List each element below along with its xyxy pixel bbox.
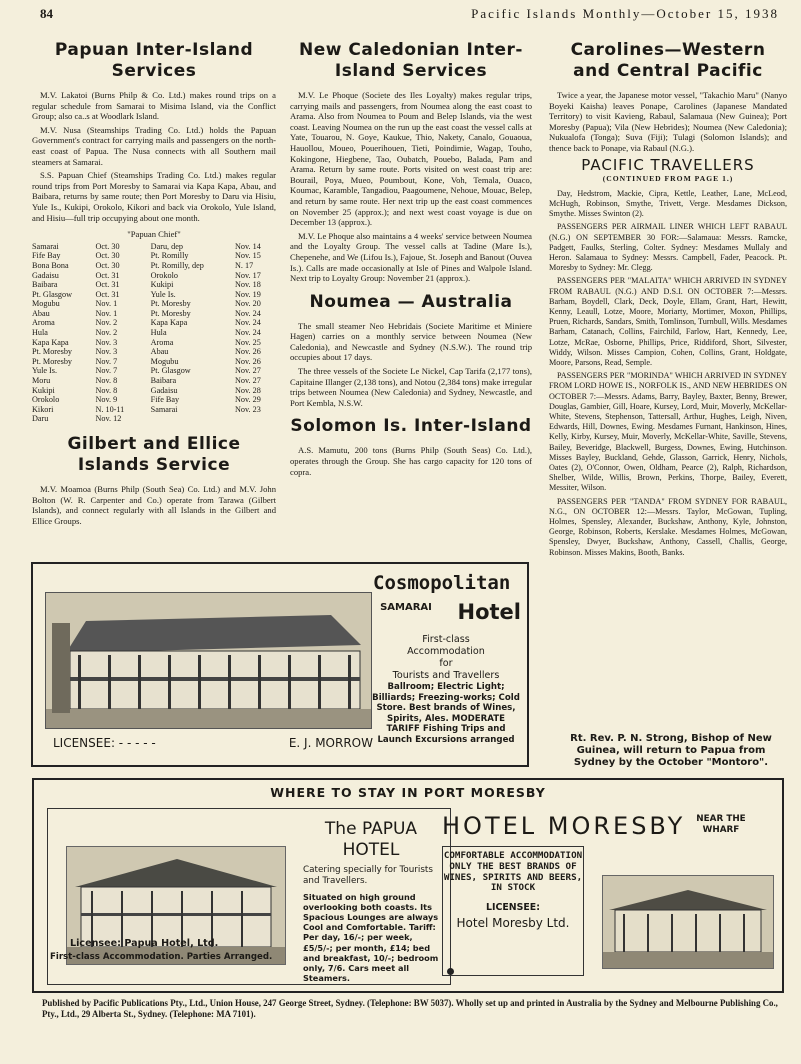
schedule-cell: Nov. 26 xyxy=(234,356,261,366)
schedule-cell: Nov. 12 xyxy=(95,414,122,424)
schedule-cell: Nov. 24 xyxy=(234,318,261,328)
schedule-cell: Oct. 30 xyxy=(95,260,120,270)
schedule-cell: Oct. 31 xyxy=(95,280,120,290)
paragraph: The three vessels of the Societe Le Nickel, Cap Tarifa (2,177 tons), Capitaine Illanger (2,138 tons), and Notou (2,384 tons) make irregular trips between Noumea (New Caledonia) and Sydney, Newcastle, and Port Kembla, N.S.W. xyxy=(290,366,532,408)
schedule-cell: Aroma xyxy=(32,318,55,328)
schedule-cell: Baibara xyxy=(32,280,58,290)
solomon-title: Solomon Is. Inter-Island xyxy=(290,416,532,437)
cosmo-blurb xyxy=(371,634,521,745)
page-header xyxy=(40,6,779,26)
cosmo-features: Ballroom; Electric Light; Billiards; Freezing-works; Cold Store. Best brands of Wines, Spirits, Ales. MODERATE TARIFF Fishing Trips and Launch Excursions arranged xyxy=(372,682,520,745)
near-wharf: NEAR THE WHARF xyxy=(696,814,746,835)
schedule-cell: Mogubu xyxy=(150,356,179,366)
schedule-cell: Nov. 26 xyxy=(234,347,261,357)
paragraph: M.V. Le Phoque (Societe des Iles Loyalty) makes regular trips, carrying mails and passengers, from Noumea along the east coast to Arama. Also from Noumea to Poum and Belep Islands, via the west coast. Leaving Noumea on the run up the east coast the vessel calls at Yate, Touarou, N. Goye, Kaukue, Thio, Nakety, Canalo, Gouaoua, Hauollou, Moueo, Pouerihouen, Tieti, Poindimie, Wagap, Touho, Kokingone, Hiegbene, Tao, Oubatch, Pouebo, Balada, Pam and Arama. Return by same route. Ports visited on west coast trip are: Bourail, Poya, Mueo, Poumbout, Kone, Voh, Temala, Ouaco, Koumac, Karamble, Tangadiou, Paagoumene, Nehoue, Mouac, Belep, and return by same route. Her next trip up the east coast commences on November 25 (approx.); and next west coast voyage is due on December 13 (approx.). xyxy=(290,90,532,228)
schedule-cell: Nov. 20 xyxy=(234,299,261,309)
hotel-moresby-photo xyxy=(602,875,774,969)
schedule-row xyxy=(32,376,276,386)
schedule-cell: Kapa Kapa xyxy=(32,337,69,347)
schedule-row xyxy=(32,405,276,415)
papua-hotel-title: The PAPUA HOTEL xyxy=(324,819,418,860)
moresby-accommodation: COMFORTABLE ACCOMMODATION ONLY THE BEST BRANDS OF WINES, SPIRITS AND BEERS, IN STOCK xyxy=(443,850,583,894)
schedule-row xyxy=(32,280,276,290)
schedule-cell: Baibara xyxy=(150,376,177,386)
schedule-cell: Nov. 14 xyxy=(234,241,261,251)
schedule-cell: Oct. 30 xyxy=(95,251,120,261)
continued-note: (CONTINUED FROM PAGE 1.) xyxy=(602,174,734,184)
schedule-row xyxy=(32,309,276,319)
schedule-cell: Moru xyxy=(32,376,51,386)
schedule-cell: Nov. 7 xyxy=(95,366,118,376)
schedule-row xyxy=(32,299,276,309)
moresby-accommodation-box xyxy=(442,846,584,976)
schedule-cell: Samarai xyxy=(150,404,178,414)
schedule-cell: Kukipi xyxy=(150,280,174,290)
schedule-cell: Pt. Glasgow xyxy=(150,366,191,376)
schedule-row xyxy=(32,395,276,405)
schedule-row xyxy=(32,338,276,348)
schedule-row xyxy=(32,357,276,367)
papua-licensee: Licensee: Papua Hotel, Ltd. xyxy=(70,938,219,949)
schedule-cell: Pt. Moresby xyxy=(150,308,191,318)
cosmopolitan-title: Cosmopolitan xyxy=(373,572,511,594)
pacific-travellers-title: PACIFIC TRAVELLERS xyxy=(581,155,755,174)
schedule-row xyxy=(32,347,276,357)
schedule-cell: Pt. Romilly, dep xyxy=(150,260,204,270)
paragraph: PASSENGERS PER "MORINDA" WHICH ARRIVED IN SYDNEY FROM LORD HOWE IS., NORFOLK IS., AND NEW HEBRIDES ON OCTOBER 7:—Messrs. Adams, Barry, Bayley, Baxter, Benny, Brewer, Douglas, Gambier, Gill, Hoare, Kursey, Lord, Muir, Moverly, McKellar-White, Stevens, Stephenson, Tattersall, Arthur, Hughes, Leigh, Niven, Edwards, Hill, Downes, Ewing. Mesdames Furnant, Hankinson, Hines, Kelly, Kirby, Kursey, Muir, Moverly, McKellar-White, Saville, Stevens, Bailey, Beveridge, Blackwell, Burgess, Downes, Ewing, Hutchinson. Misses Bayley, Buckland, Gehde, Glasson, Garrick, Henry, Nichols, Oates (2), O'Connor, Owen, Oldham, Pearce (2), Ralph, Richardson, Shelber, Wilde, Willis, Brown, Perkins, Thorpe, Bailey, Everett, Messiter, Wilson. xyxy=(549,371,787,493)
tagline: First-class xyxy=(422,634,470,645)
schedule-cell: Pt. Romilly xyxy=(150,251,189,261)
schedule-cell: Abau xyxy=(32,308,50,318)
paragraph: M.V. Moamoa (Burns Philp (South Sea) Co. Ltd.) and M.V. John Bolton (W. R. Carpenter and Co.) operate from Tarawa (Gilbert Islands), and connect regularly with all Islands in the Gilbert and Ellice Groups. xyxy=(32,484,276,526)
schedule-row xyxy=(32,251,276,261)
papua-accommodation: First-class Accommodation. Parties Arranged. xyxy=(50,952,273,962)
schedule-row xyxy=(32,366,276,376)
schedule-cell: Nov. 8 xyxy=(95,385,118,395)
schedule-cell: Hula xyxy=(150,328,167,338)
new-caledonian-title: New Caledonian Inter-Island Services xyxy=(299,40,523,81)
schedule-cell: N. 17 xyxy=(234,260,254,270)
schedule-cell: N. 10-11 xyxy=(95,404,125,414)
schedule-cell: Orokolo xyxy=(32,395,60,405)
page-number: 84 xyxy=(40,6,53,21)
schedule-cell: Nov. 28 xyxy=(234,385,261,395)
paragraph: S.S. Papuan Chief (Steamships Trading Co. Ltd.) makes regular round trips from Port Moresby to Samarai via Kapa Kapa, Abau, and Baibara, returns by same route; then Port Moresby to Daru via Hisiu, Yule Is., Kukipi, Orokolo, Kikori and back via Orokolo, Yule Island, and Hisiu—full trip occupying about one month. xyxy=(32,170,276,223)
schedule-cell: Kapa Kapa xyxy=(150,318,188,328)
schedule-cell: Nov. 24 xyxy=(234,308,261,318)
schedule-cell: Mogubu xyxy=(32,299,60,309)
schedule-row xyxy=(32,328,276,338)
moresby-licensee: Hotel Moresby Ltd. xyxy=(456,916,570,931)
schedule-cell: Pt. Glasgow xyxy=(32,289,73,299)
paragraph: Twice a year, the Japanese motor vessel, "Takachio Maru" (Nanyo Boyeki Kaisha) leaves Ponape, Carolines (Japanese Mandated Territory) to visit Kavieng, Rabaul, Salamaua (New Guinea); Port Moresby (Papua); Vila (New Hebrides); Noumea (New Caledonia); Nukualofa (Tonga); Suva (Fiji); Tulagi (Solomon Islands); and thence back to Ponape, via Rabaul (N.G.). xyxy=(549,90,787,153)
hotel-label: Hotel xyxy=(457,600,521,624)
column-right xyxy=(549,40,787,561)
schedule-cell: Nov. 15 xyxy=(234,251,261,261)
gilbert-ellice-title: Gilbert and Ellice Islands Service xyxy=(67,434,241,475)
schedule-cell: Gadaisu xyxy=(150,385,178,395)
cosmo-text-block xyxy=(371,572,521,762)
paragraph: PASSENGERS PER "TANDA" FROM SYDNEY FOR RABAUL, N.G., ON OCTOBER 12:—Messrs. Taylor, McGowan, Tupling, Holmes, Spensley, Alexander, Buckshaw, Anthony, Kyle, Johnston, George, Robinson, Roberts, Kerslake. Mesdames Holmes, McGowan, Spensley, Dwyer, Buckshaw, Anthony, Cassell, Challis, George, Robinson. Misses Makins, Booth, Banks. xyxy=(549,496,787,557)
paragraph: M.V. Le Phoque also maintains a 4 weeks' service between Noumea and the Loyalty Group. The vessel calls at Tadine (Mare Is.), Chepenehe, and We (Lifou Is.), Fajoue, St. Joseph and Banout (Ouvea Is.). Calls are made occasionally at Isle of Pines and Walpole Island. Next trip to Loyalty Group: November 21 (approx.). xyxy=(290,230,532,284)
schedule-cell: Orokolo xyxy=(150,270,178,280)
schedule-cell: Nov. 27 xyxy=(234,376,261,386)
schedule-cell: Yule Is. xyxy=(32,366,58,376)
schedule-cell: Nov. 1 xyxy=(95,299,118,309)
schedule-cell: Nov. 2 xyxy=(95,318,118,328)
bishop-notice: Rt. Rev. P. N. Strong, Bishop of New Guinea, will return to Papua from Sydney by the October "Montoro". xyxy=(570,733,772,768)
schedule-row xyxy=(32,386,276,396)
schedule-cell: Nov. 19 xyxy=(234,289,261,299)
carolines-title: Carolines—Western and Central Pacific xyxy=(570,40,766,81)
schedule-cell xyxy=(151,414,235,424)
paragraph: M.V. Nusa (Steamships Trading Co. Ltd.) holds the Papuan Government's contract for carrying mails and passengers on the north-east coast of Papua. The Nusa connects with all Southern mail steamers at Samarai. xyxy=(32,124,276,167)
schedule-cell: Samarai xyxy=(32,241,59,251)
where-to-stay-heading: WHERE TO STAY IN PORT MORESBY xyxy=(270,785,546,800)
schedule-cell: Oct. 30 xyxy=(95,241,120,251)
licensee-name: E. J. MORROW xyxy=(288,736,373,750)
schedule-cell: Oct. 31 xyxy=(95,289,120,299)
hotel-moresby-title: HOTEL MORESBY xyxy=(442,812,686,840)
schedule-cell: Nov. 3 xyxy=(95,347,118,357)
schedule-cell: Yule Is. xyxy=(150,289,176,299)
schedule-cell: Pt. Moresby xyxy=(150,299,191,309)
papua-cater: Catering specially for Tourists and Travellers. xyxy=(303,865,433,886)
schedule-row xyxy=(32,242,276,252)
schedule-cell: Nov. 24 xyxy=(234,328,261,338)
samarai-label: SAMARAI xyxy=(380,602,432,613)
schedule-row xyxy=(32,290,276,300)
schedule-cell: Abau xyxy=(150,347,169,357)
papua-hotel-details xyxy=(303,865,443,983)
schedule-cell: Pt. Moresby xyxy=(32,347,73,357)
paragraph: PASSENGERS PER AIRMAIL LINER WHICH LEFT RABAUL (N.G.) ON SEPTEMBER 30 FOR:—Salamaua: Messrs. Ramcke, Padgett, Faulks, Sterling, Colter. Sydney: Mesdames Mullaly and Heron. Salamaua to Sydney: Messrs. Campbell, Fader, Peacock. Pt. Moresby to Sydney: Mr. Clegg. xyxy=(549,222,787,273)
schedule-cell: Daru, dep xyxy=(150,241,183,251)
schedule-cell: Gadaisu xyxy=(32,270,59,280)
schedule-cell: Nov. 7 xyxy=(95,356,118,366)
schedule-cell: Nov. 25 xyxy=(234,337,261,347)
column-left xyxy=(32,40,276,529)
schedule-cell xyxy=(235,414,276,424)
papuan-services-title: Papuan Inter-Island Services xyxy=(54,40,254,81)
paragraph: PASSENGERS PER "MALAITA" WHICH ARRIVED IN SYDNEY FROM RABAUL (N.G.) AND D.S.I. ON OCTOBER 7:—Messrs. Barham, Boydell, Clark, Deck, Doyle, Ellam, Grant, Hart, Hewitt, Kenny, Leaull, Lotze, Moore, Moriarty, Mortimer, Moxon, Phillips, Pruen, Richards, Sandars, Smith, Tomlinson, Turnbull, Wills. Mesdames Barham, Catanach, Collins, Fairchild, Farlow, Hart, Kennedy, Lee, Lotze, McRae, Osborne, Phillips, Price, Riddiford, Short, Silvester, Widdy, Wilson. Misses Campion, Cohen, Collins, Grant, Holdgate, Moore, Parsons, Read, Semple. xyxy=(549,276,787,367)
schedule-row xyxy=(32,318,276,328)
cosmopolitan-hotel-ad xyxy=(31,562,529,767)
licensee-label: LICENSEE: - - - - - xyxy=(53,736,156,750)
schedule-cell: Kikori xyxy=(32,404,54,414)
publisher-footer: Published by Pacific Publications Pty., Ltd., Union House, 247 George Street, Sydney. (Telephone: BW 5037). Wholly set up and printed in Australia by the Sydney and Melbourne Publishing Co., Pty., Ltd., 29 Alberta St., Sydney. (Telephone: MA 7101). xyxy=(42,998,778,1019)
paragraph: A.S. Mamutu, 200 tons (Burns Philp (South Seas) Co. Ltd.), operates through the Group. She has cargo capacity for 120 tons of copra. xyxy=(290,445,532,477)
port-moresby-ad xyxy=(32,778,784,993)
schedule-cell: Nov. 29 xyxy=(234,395,261,405)
schedule-row xyxy=(32,261,276,271)
paragraph: Day, Hedstrom, Mackie, Cipra, Kettle, Leather, Lane, McLeod, McHugh, Robinson, Smythe, Trivett, Verge. Mesdames Dickson, Smythe. Misses Swinton (2). xyxy=(549,188,787,219)
schedule-table xyxy=(32,242,276,424)
tagline: Accommodation xyxy=(407,646,485,657)
paragraph: M.V. Lakatoi (Burns Philp & Co. Ltd.) makes round trips on a regular schedule from Samarai to Misima Island, via the Conflict Group; also ca..s at Woodlark Island. xyxy=(32,90,276,122)
schedule-row xyxy=(32,414,276,424)
schedule-cell: Pt. Moresby xyxy=(32,356,73,366)
schedule-row xyxy=(32,271,276,281)
paragraph: The small steamer Neo Hebridais (Societe Maritime et Miniere Hagen) carries on a monthly service between Noumea (New Caledonia), and Newcastle and Sydney (N.S.W.). The round trip occupies about 17 days. xyxy=(290,320,532,363)
schedule-cell: Aroma xyxy=(150,337,174,347)
tagline: Tourists and Travellers xyxy=(392,670,500,681)
schedule-cell: Nov. 23 xyxy=(234,404,261,414)
schedule-cell: Nov. 9 xyxy=(95,395,118,405)
schedule-cell: Nov. 18 xyxy=(234,280,261,290)
noumea-australia-title: Noumea — Australia xyxy=(309,291,513,312)
schedule-cell: Bona Bona xyxy=(32,260,69,270)
schedule-cell: Fife Bay xyxy=(150,395,180,405)
schedule-cell: Fife Bay xyxy=(32,251,61,261)
schedule-cell: Hula xyxy=(32,328,48,338)
schedule-cell: Nov. 17 xyxy=(234,270,261,280)
moresby-licensee-label: LICENSEE: xyxy=(486,902,540,914)
schedule-title: "Papuan Chief" xyxy=(127,229,181,240)
schedule-cell: Oct. 31 xyxy=(95,270,120,280)
schedule-cell: Nov. 8 xyxy=(95,376,118,386)
schedule-cell: Nov. 2 xyxy=(95,328,118,338)
hotel-photo xyxy=(45,592,372,729)
schedule-cell: Nov. 27 xyxy=(234,366,261,376)
papua-tariff: Situated on high ground overlooking both coasts. Its Spacious Lounges are always Cool and Comfortable. Tariff: Per day, 16/-; per week, £5/5/-; per month, £14; bed and breakfast, 10/-; bedroom only, 7/6. Cars meet all Steamers. xyxy=(303,891,439,984)
schedule-cell: Kukipi xyxy=(32,385,55,395)
masthead: Pacific Islands Monthly—October 15, 1938 xyxy=(471,6,779,21)
schedule-cell: Nov. 3 xyxy=(95,337,118,347)
column-middle xyxy=(290,40,532,480)
schedule-cell: Daru xyxy=(32,414,49,424)
cosmo-licensee xyxy=(53,736,373,750)
tagline: for xyxy=(439,658,453,669)
schedule-cell: Nov. 1 xyxy=(95,308,118,318)
